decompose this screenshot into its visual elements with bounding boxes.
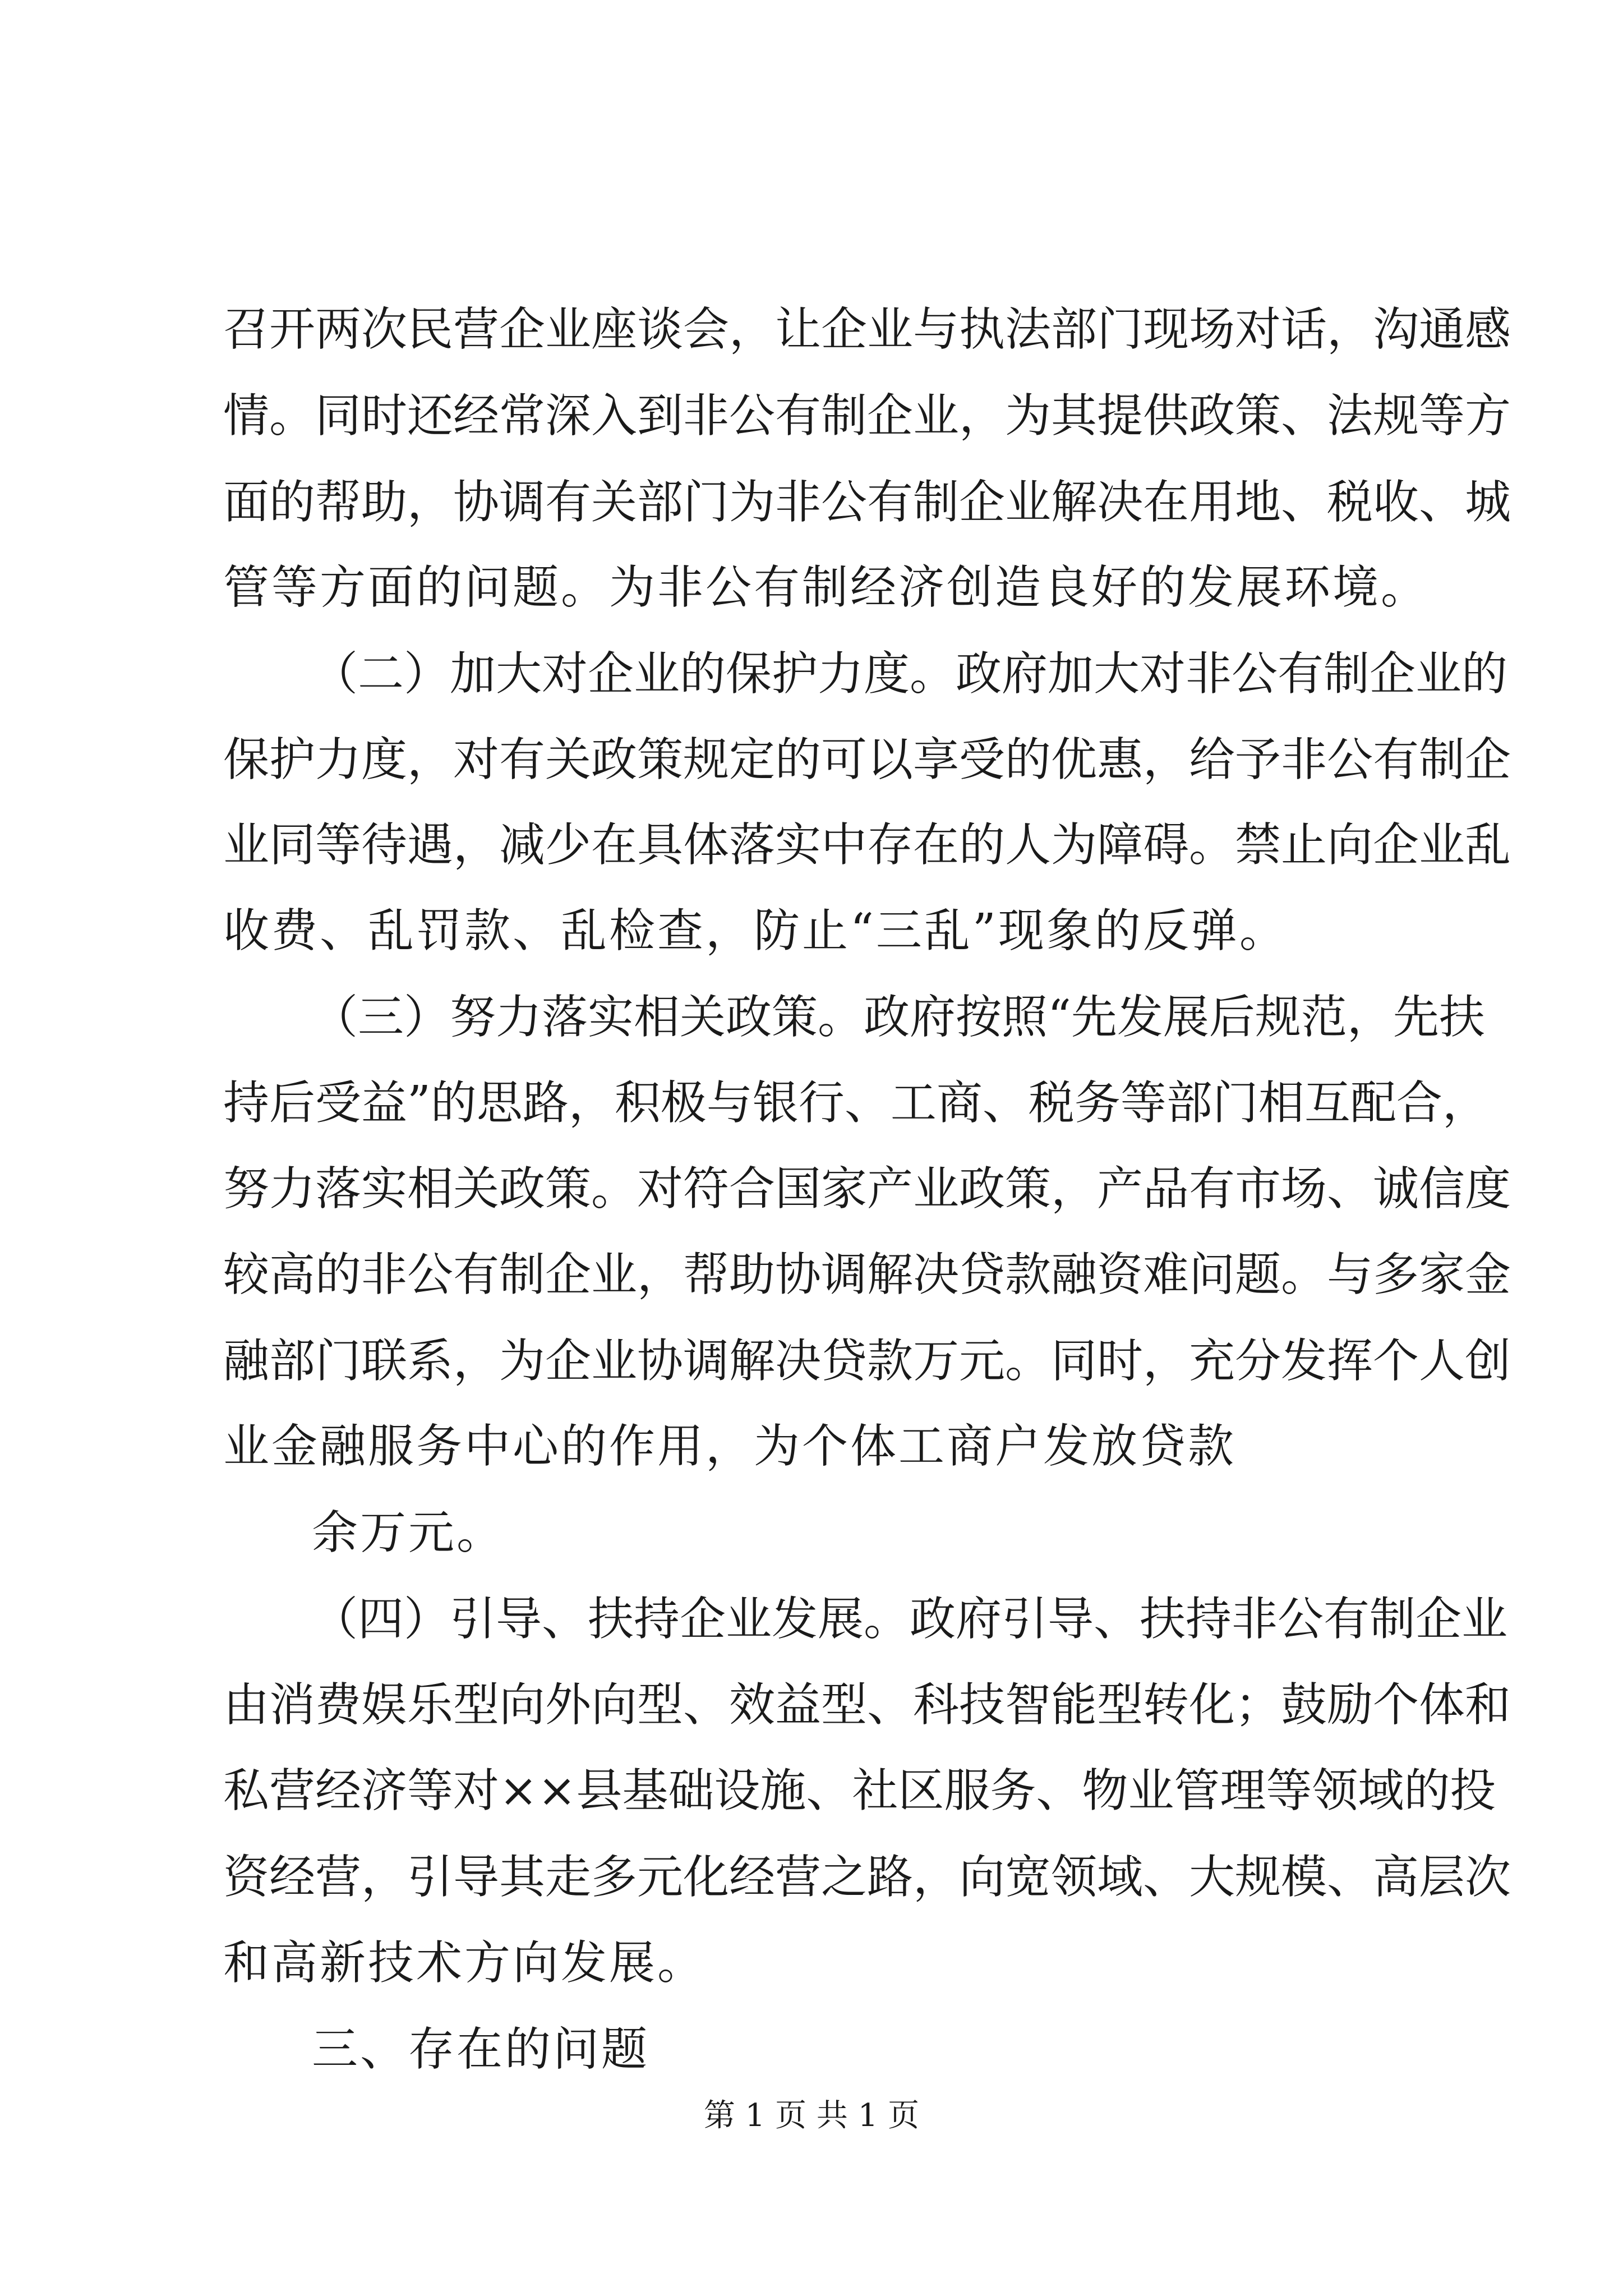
page-number-footer: 第 1 页 共 1 页: [703, 2097, 920, 2134]
body-text-line: 和高新技术方向发展。: [223, 1936, 706, 1990]
body-text-line: 收费、乱罚款、乱检查，防止“三乱”现象的反弹。: [223, 904, 1288, 958]
section-heading-line: （二）加大对企业的保护力度。政府加大对非公有制企业的: [312, 647, 1508, 701]
body-text-line: 持后受益”的思路，积极与银行、工商、税务等部门相互配合，: [223, 1076, 1488, 1130]
body-text-line: 努力落实相关政策。对符合国家产业政策，产品有市场、诚信度: [223, 1162, 1511, 1216]
body-text-line: 召开两次民营企业座谈会，让企业与执法部门现场对话，沟通感: [223, 303, 1511, 356]
body-text-line: 业同等待遇，减少在具体落实中存在的人为障碍。禁止向企业乱: [223, 818, 1511, 872]
body-text-line: 情。同时还经常深入到非公有制企业，为其提供政策、法规等方: [223, 389, 1511, 443]
body-text-line: 保护力度，对有关政策规定的可以享受的优惠，给予非公有制企: [223, 733, 1511, 786]
body-text-line: 管等方面的问题。为非公有制经济创造良好的发展环境。: [223, 561, 1430, 614]
section-heading-line: （三）努力落实相关政策。政府按照“先发展后规范，先扶: [312, 991, 1485, 1044]
section-title-line: 三、存在的问题: [312, 2023, 650, 2076]
body-text-line: 较高的非公有制企业，帮助协调解决贷款融资难问题。与多家金: [223, 1248, 1511, 1301]
body-text-line: 私营经济等对××县基础设施、社区服务、物业管理等领域的投: [223, 1764, 1496, 1818]
body-text-line: 资经营，引导其走多元化经营之路，向宽领域、大规模、高层次: [223, 1851, 1511, 1904]
body-text-line: 业金融服务中心的作用，为个体工商户发放贷款: [223, 1420, 1237, 1473]
body-text-line: 由消费娱乐型向外向型、效益型、科技智能型转化；鼓励个体和: [223, 1678, 1511, 1732]
section-heading-line: （四）引导、扶持企业发展。政府引导、扶持非公有制企业: [312, 1593, 1508, 1646]
body-text-line: 余万元。: [312, 1506, 505, 1559]
body-text-line: 融部门联系，为企业协调解决贷款万元。同时，充分发挥个人创: [223, 1335, 1511, 1388]
body-text-line: 面的帮助，协调有关部门为非公有制企业解决在用地、税收、城: [223, 476, 1511, 529]
